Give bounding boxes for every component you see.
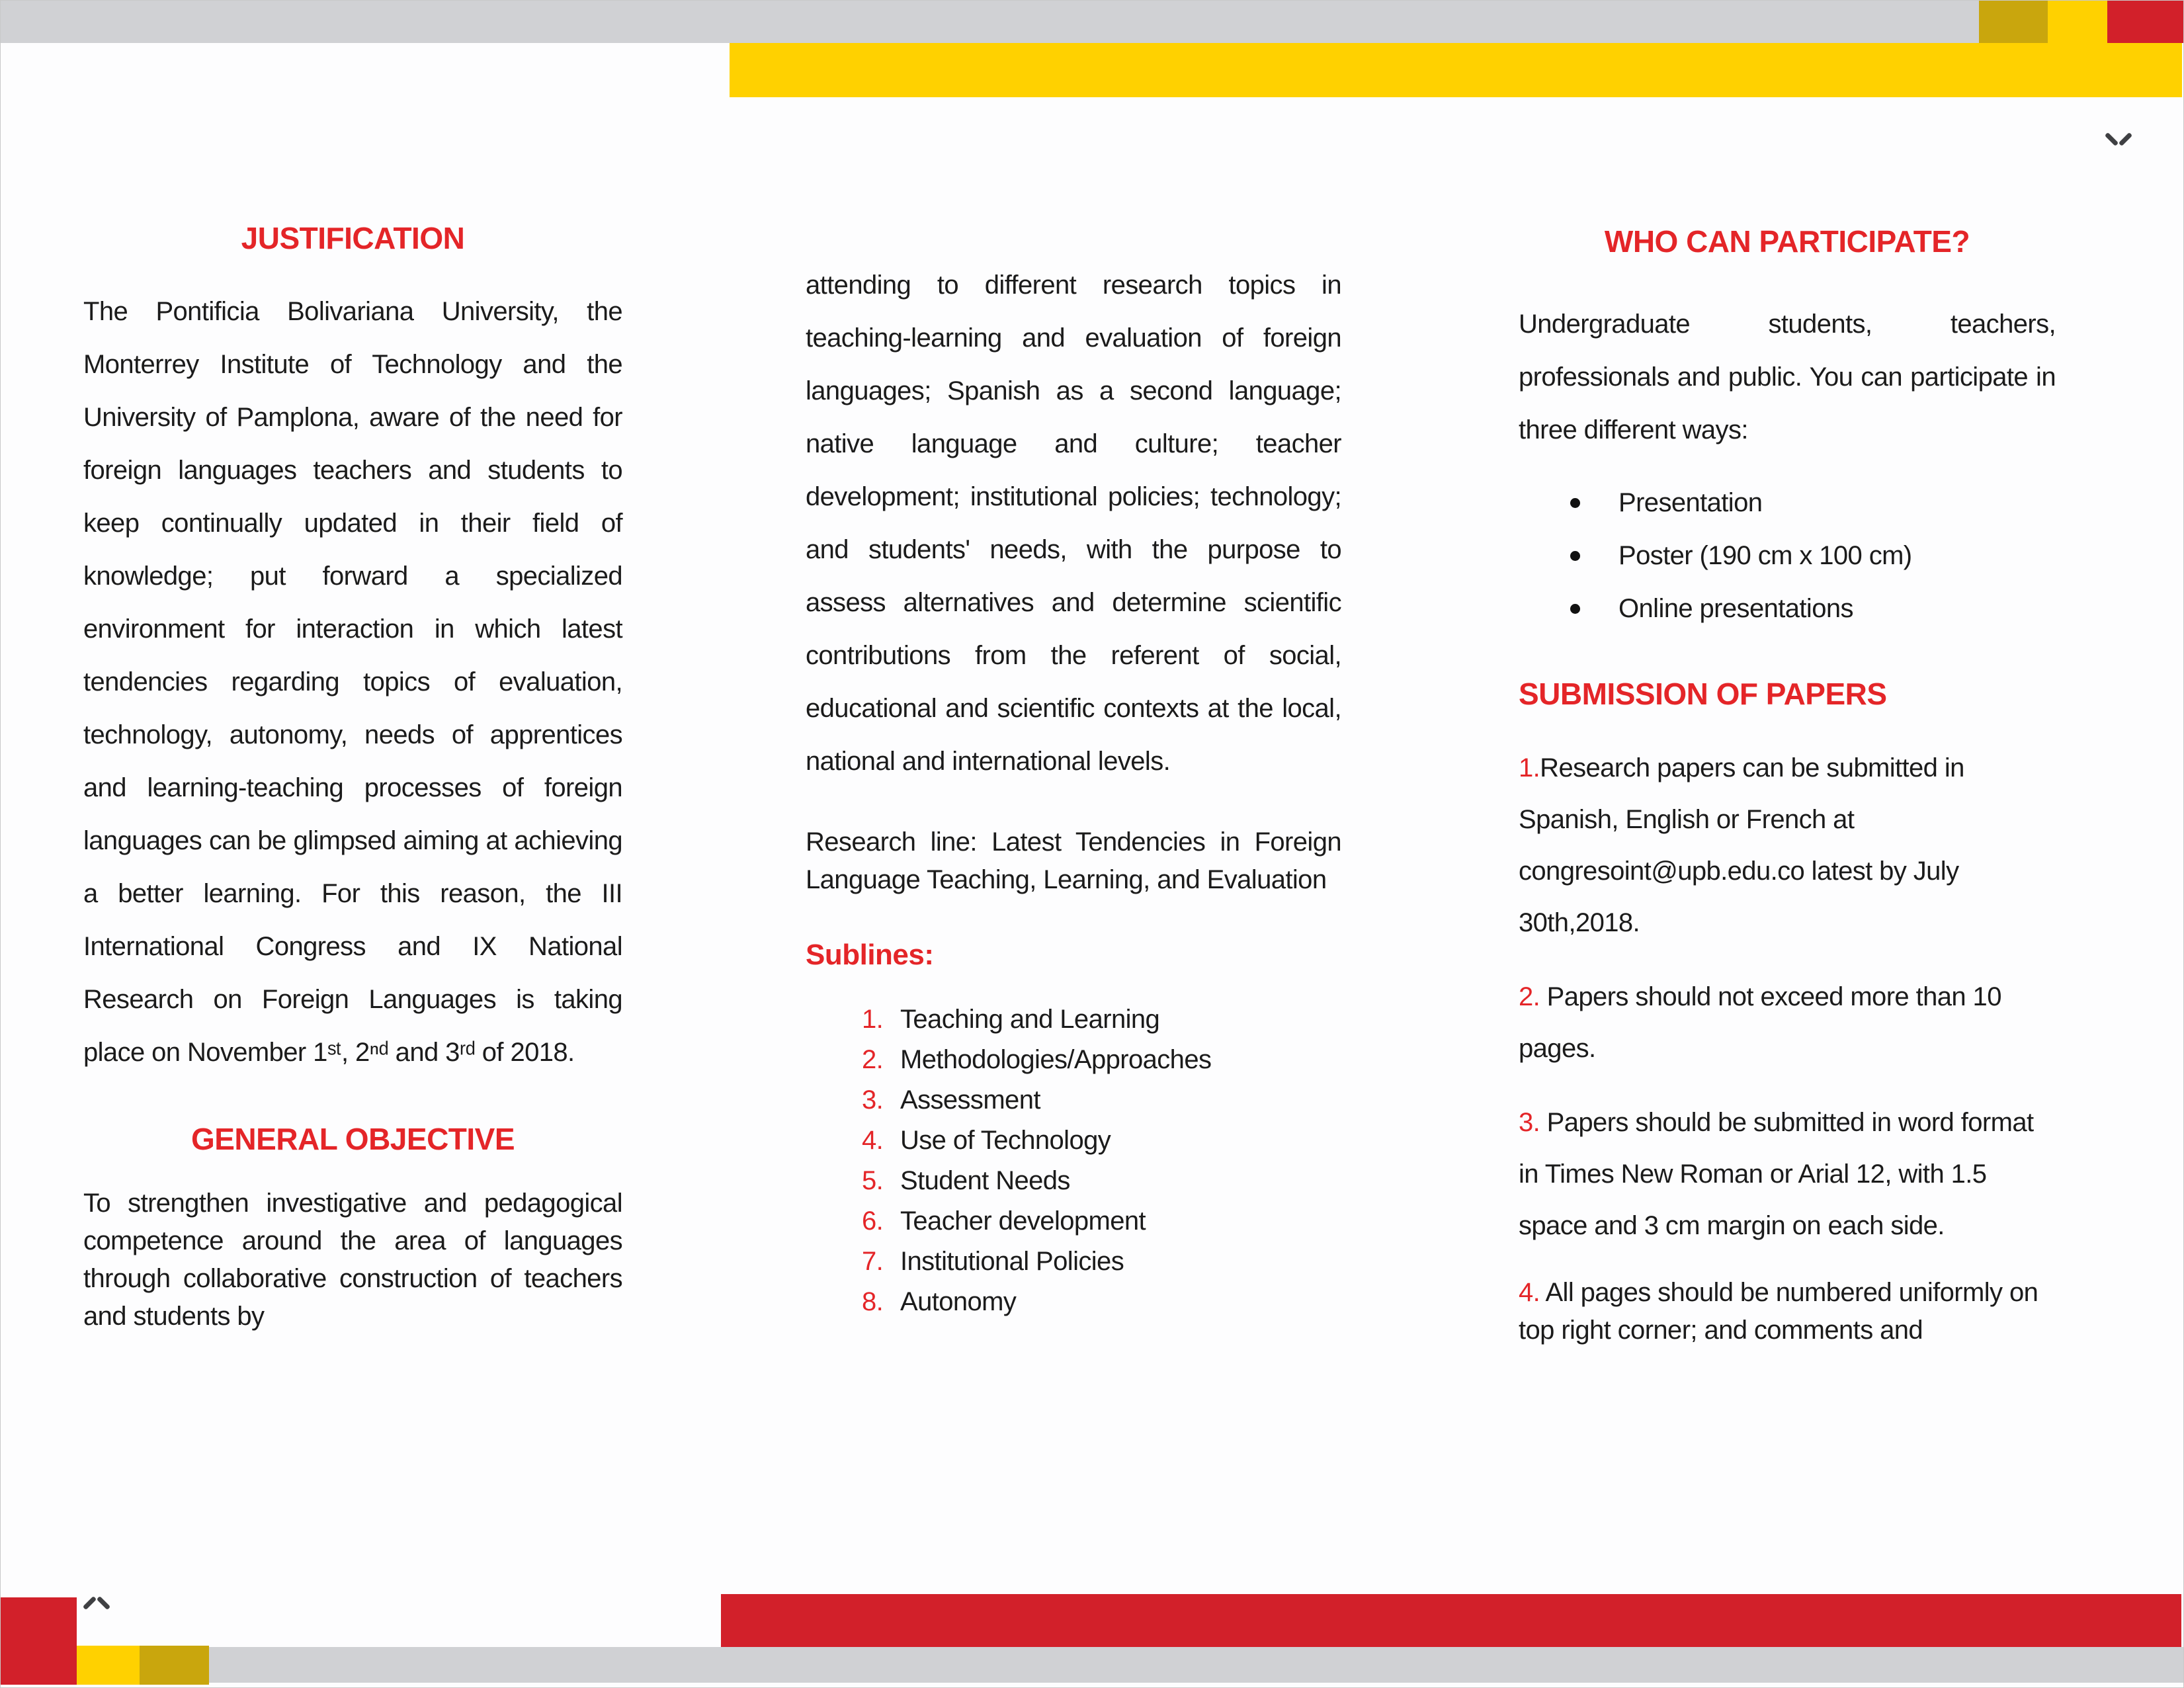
chevron-down-icon[interactable] [2106,128,2132,152]
submission-rule-1 [1519,742,2056,949]
subline-number: 4. [862,1126,884,1155]
top-bar-red-block [2107,1,2184,43]
justification-paragraph: The Pontificia Bolivariana University, the Monterrey Institute of Technology and the University of Pamplona, aware of the need for foreign languages teachers and students to keep continually updated in their field of knowledge; put forward a specialized environment for interaction in which latest tendencies regarding topics of evaluation, technology, autonomy, needs of apprentices and learning-teaching processes of foreign languages can be glimpsed aiming at achieving a better learning. For this reason, the III International Congress and IX National Research on Foreign Languages is taking place on November 1ˢᵗ, 2ⁿᵈ and 3ʳᵈ of 2018. [83,297,622,1067]
column-justification [83,220,622,1335]
submission-rule-3 [1519,1097,2056,1251]
subline-number: 2. [862,1045,884,1074]
subline-label: Use of Technology [900,1126,1111,1155]
research-topics-paragraph: attending to different research topics in teaching-learning and evaluation of foreign languages; Spanish as a second language; native language and culture; teacher development; institutional policies; technology; and students' needs, with the purpose to assess alternatives and determine scientific contributions from the referent of social, educational and scientific contexts at the local, national and international levels. [806,271,1341,776]
subline-item [862,1120,1341,1161]
rule-number: 1. [1519,753,1540,782]
participation-ways-list [1519,476,2056,635]
chevron-up-icon[interactable] [84,1592,110,1616]
subline-label: Assessment [900,1085,1040,1115]
subline-item [862,999,1341,1040]
top-yellow-band [730,43,2182,97]
subline-item [862,1282,1341,1322]
bullet-dot-icon [1570,498,1580,508]
subline-item [862,1161,1341,1201]
top-bar-gray [1,1,1979,43]
subline-item [862,1040,1341,1080]
submission-rule-4 [1519,1274,2056,1349]
general-objective-paragraph: To strengthen investigative and pedagogical competence around the area of languages through collaborative construction of teachers and students by [83,1189,622,1331]
justification-heading: JUSTIFICATION [241,221,465,255]
rule-text: All pages should be numbered uniformly on top right corner; and comments and [1519,1278,2038,1345]
rule-number: 4. [1519,1278,1540,1307]
bullet-label: Online presentations [1618,594,1853,623]
list-item [1570,582,2056,635]
subline-item [862,1242,1341,1282]
bottom-gold-block [140,1646,209,1685]
subline-label: Teacher development [900,1206,1146,1236]
bottom-red-band [721,1594,2181,1648]
who-can-participate-heading: WHO CAN PARTICIPATE? [1604,224,1970,259]
research-line-paragraph: Research line: Latest Tendencies in Foreign Language Teaching, Learning, and Evaluation [806,827,1341,894]
list-item [1570,529,2056,582]
subline-item [862,1201,1341,1242]
subline-label: Student Needs [900,1166,1070,1195]
top-bar-yellow-block [2048,1,2107,43]
subline-number: 5. [862,1166,884,1195]
bullet-dot-icon [1570,551,1580,561]
bullet-dot-icon [1570,604,1580,614]
subline-number: 1. [862,1005,884,1034]
bottom-bar-gray [209,1647,2184,1683]
general-objective-heading: GENERAL OBJECTIVE [190,1122,515,1156]
rule-text: Papers should be submitted in word format in Times New Roman or Arial 12, with 1.5 space and 3 cm margin on each side. [1519,1108,2034,1240]
bullet-label: Poster (190 cm x 100 cm) [1618,541,1912,570]
list-item [1570,476,2056,529]
rule-text: Papers should not exceed more than 10 pages. [1519,982,2001,1063]
subline-label: Teaching and Learning [900,1005,1160,1034]
column-participation [1519,224,2056,1349]
subline-item [862,1080,1341,1120]
subline-label: Autonomy [900,1287,1017,1316]
submission-rule-2 [1519,971,2056,1074]
subline-number: 8. [862,1287,884,1316]
bullet-label: Presentation [1618,488,1763,517]
rule-number: 2. [1519,982,1540,1011]
submission-of-papers-heading: SUBMISSION OF PAPERS [1519,677,1887,711]
rule-number: 3. [1519,1108,1540,1137]
bottom-yellow-block [77,1646,140,1685]
rule-text: Research papers can be submitted in Spanish, English or French at congresoint@upb.edu.co latest by July 30th,2018. [1519,753,1964,937]
sublines-heading: Sublines: [806,939,934,971]
column-research [806,259,1341,1322]
top-bar-gold-block [1979,1,2048,43]
subline-label: Methodologies/Approaches [900,1045,1212,1074]
subline-number: 6. [862,1206,884,1236]
subline-number: 7. [862,1247,884,1276]
sublines-list [806,999,1341,1322]
bottom-red-block [1,1597,77,1685]
subline-label: Institutional Policies [900,1247,1124,1276]
subline-number: 3. [862,1085,884,1115]
participate-paragraph: Undergraduate students, teachers, professionals and public. You can participate in three different ways: [1519,310,2056,444]
